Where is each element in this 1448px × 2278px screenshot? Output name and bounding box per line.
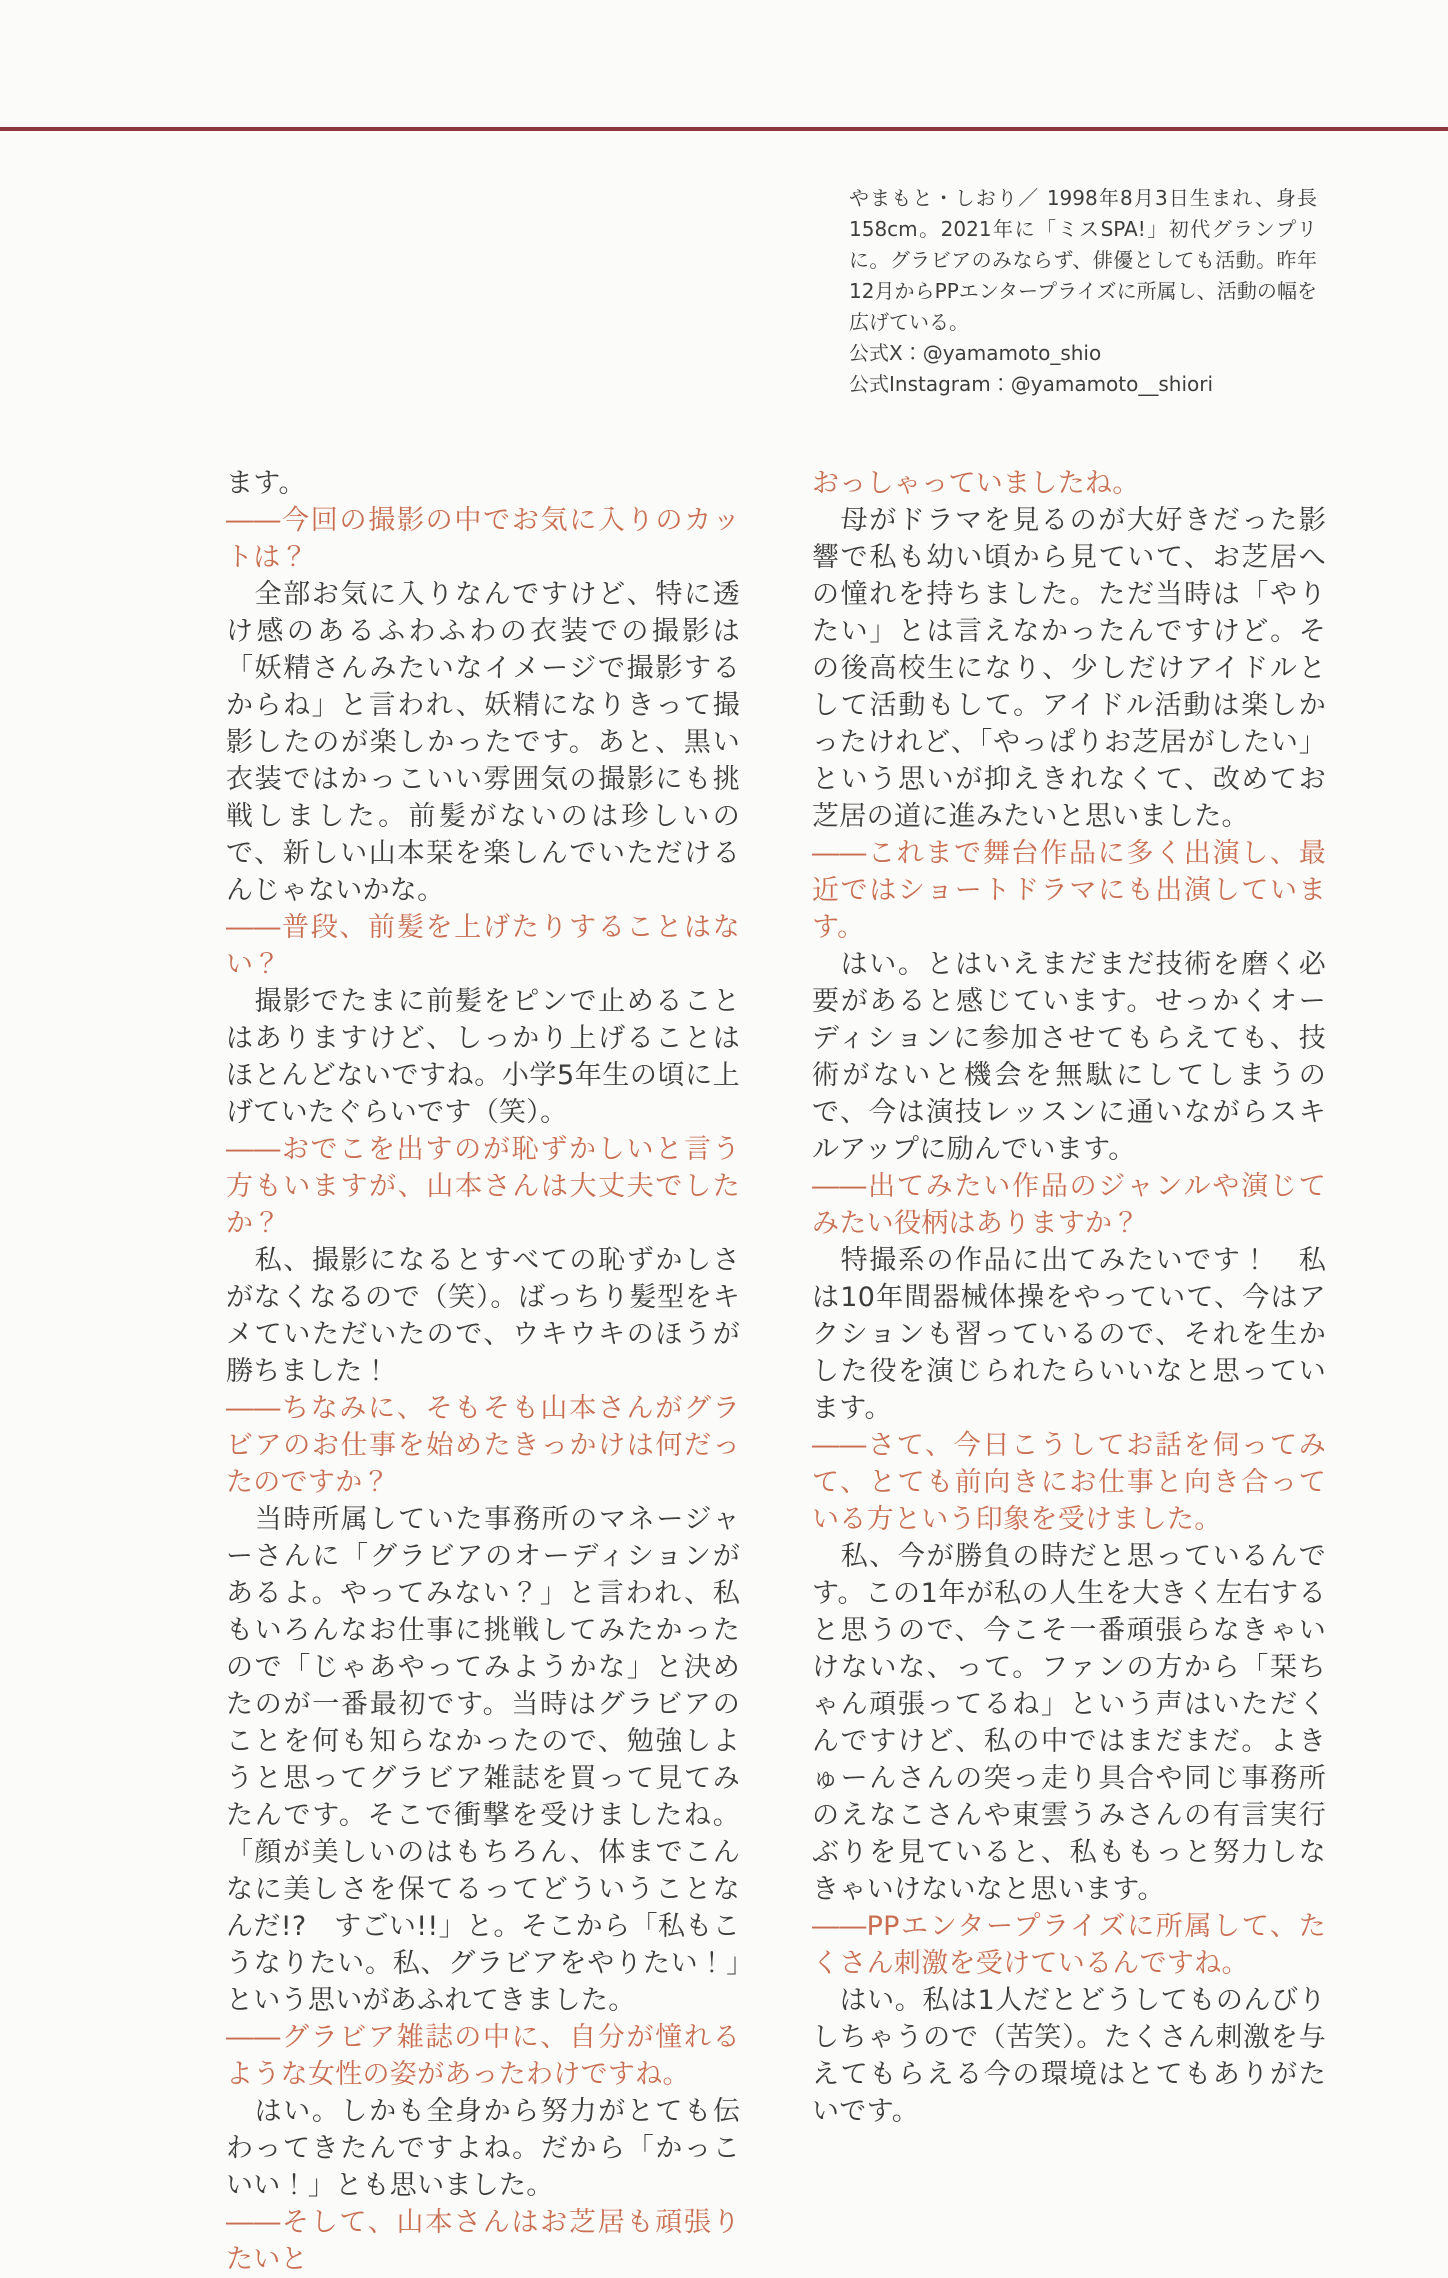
interview-question: ――グラビア雑誌の中に、自分が憧れるような女性の姿があったわけですね。 [226,2022,740,2090]
interview-answer: 私、今が勝負の時だと思っているんです。この1年が私の人生を大きく左右すると思うので、今こそ一番頑張らなきゃいけないな、って。ファンの方から「栞ちゃん頑張ってるね」という声はいただくんですけど、私の中ではまだまだ。よきゅーんさんの突っ走り具合や同じ事務所のえなこさんや東雲うみさんの有言実行ぶりを見ていると、私ももっと努力しなきゃいけないなと思います。 [812,1541,1326,1905]
interview-question: ――ちなみに、そもそも山本さんがグラビアのお仕事を始めたきっかけは何だったのですか？ [226,1393,740,1498]
interview-question: ――そして、山本さんはお芝居も頑張りたいと [226,2207,740,2275]
interview-answer: 全部お気に入りなんですけど、特に透け感のあるふわふわの衣装での撮影は「妖精さんみたいなイメージで撮影するからね」と言われ、妖精になりきって撮影したのが楽しかったです。あと、黒い衣装ではかっこいい雰囲気の撮影にも挑戦しました。前髪がないのは珍しいので、新しい山本栞を楽しんでいただけるんじゃないかな。 [226,579,740,906]
interview-answer: はい。しかも全身から努力がとても伝わってきたんですよね。だから「かっこいい！」とも思いました。 [226,2096,740,2201]
interview-question: ――さて、今日こうしてお話を伺ってみて、とても前向きにお仕事と向き合っている方という印象を受けました。 [812,1430,1326,1535]
interview-answer: はい。とはいえまだまだ技術を磨く必要があると感じています。せっかくオーディションに参加させてもらえても、技術がないと機会を無駄にしてしまうので、今は演技レッスンに通いながらスキルアップに励んでいます。 [812,949,1326,1165]
profile-x-handle: 公式X：@yamamoto_shio [849,341,1102,365]
interview-answer: 特撮系の作品に出てみたいです！ 私は10年間器械体操をやっていて、今はアクションも習っているので、それを生かした役を演じられたらいいなと思っています。 [812,1245,1326,1424]
interview-column-right [812,465,1326,2130]
profile-block [849,183,1317,400]
interview-answer: 母がドラマを見るのが大好きだった影響で私も幼い頃から見ていて、お芝居への憧れを持ちました。ただ当時は「やりたい」とは言えなかったんですけど。その後高校生になり、少しだけアイドルとして活動もして。アイドル活動は楽しかったけれど、「やっぱりお芝居がしたい」という思いが抑えきれなくて、改めてお芝居の道に進みたいと思いました。 [812,505,1326,832]
interview-question: ――これまで舞台作品に多く出演し、最近ではショートドラマにも出演しています。 [812,838,1326,943]
interview-question: おっしゃっていましたね。 [812,468,1140,499]
interview-question: ――おでこを出すのが恥ずかしいと言う方もいますが、山本さんは大丈夫でしたか？ [226,1134,740,1239]
interview-column-left [226,465,740,2278]
interview-answer: はい。私は1人だとどうしてものんびりしちゃうので（苦笑）。たくさん刺激を与えてもらえる今の環境はとてもありがたいです。 [812,1985,1326,2127]
profile-bio: やまもと・しおり／ 1998年8月3日生まれ、身長158cm。2021年に「ミスSPA!」初代グランプリに。グラビアのみならず、俳優としても活動。昨年12月からPPエンタープライズに所属し、活動の幅を広げている。 [849,186,1317,334]
profile-instagram-handle: 公式Instagram：@yamamoto__shiori [849,372,1214,396]
interview-question: ――普段、前髪を上げたりすることはない？ [226,912,740,980]
interview-answer: 当時所属していた事務所のマネージャーさんに「グラビアのオーディションがあるよ。やってみない？」と言われ、私もいろんなお仕事に挑戦してみたかったので「じゃあやってみようかな」と決めたのが一番最初です。当時はグラビアのことを何も知らなかったので、勉強しようと思ってグラビア雑誌を買って見てみたんです。そこで衝撃を受けましたね。「顔が美しいのはもちろん、体までこんなに美しさを保てるってどういうことなんだ!? すごい!!」と。そこから「私もこうなりたい。私、グラビアをやりたい！」という思いがあふれてきました。 [226,1504,740,2016]
interview-answer: 撮影でたまに前髪をピンで止めることはありますけど、しっかり上げることはほとんどないですね。小学5年生の頃に上げていたぐらいです（笑）。 [226,986,740,1128]
interview-question: ――今回の撮影の中でお気に入りのカットは？ [226,505,740,573]
interview-question: ――PPエンタープライズに所属して、たくさん刺激を受けているんですね。 [812,1911,1326,1979]
interview-question: ――出てみたい作品のジャンルや演じてみたい役柄はありますか？ [812,1171,1326,1239]
top-rule-divider [0,127,1448,131]
interview-answer: 私、撮影になるとすべての恥ずかしさがなくなるので（笑）。ばっちり髪型をキメていただいたので、ウキウキのほうが勝ちました！ [226,1245,740,1387]
interview-answer: ます。 [226,468,306,499]
